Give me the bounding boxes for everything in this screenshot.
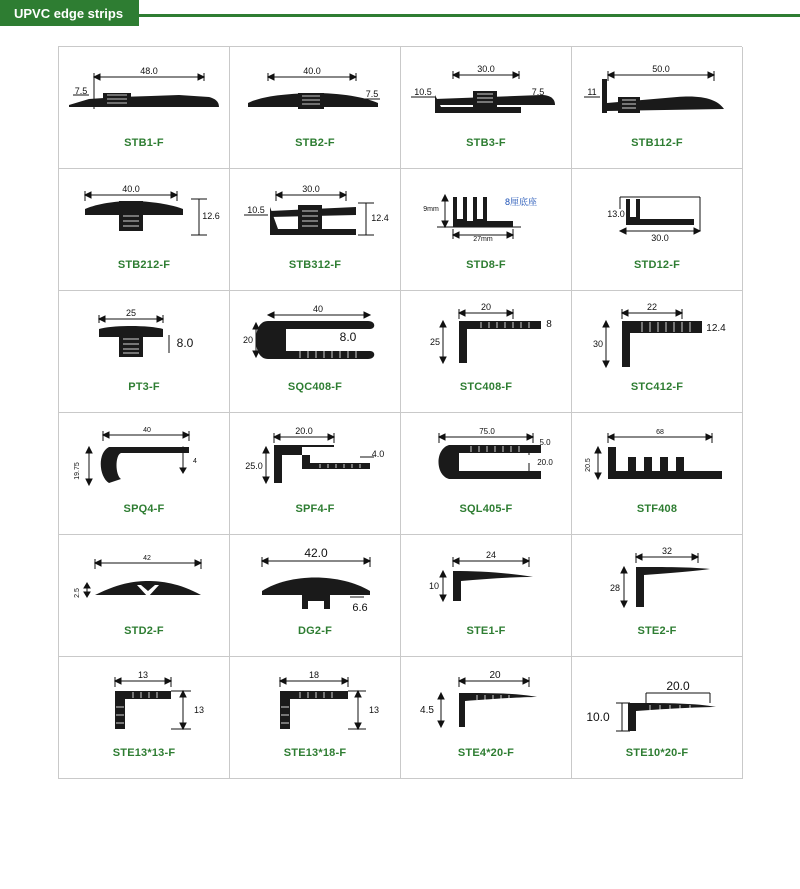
product-cell[interactable] <box>230 657 401 779</box>
svg-text:48.0: 48.0 <box>139 66 158 76</box>
svg-text:10: 10 <box>428 581 439 591</box>
profile-drawing <box>59 535 230 627</box>
svg-text:27mm: 27mm <box>472 236 493 243</box>
product-cell[interactable] <box>572 657 743 779</box>
profile-drawing <box>59 291 230 383</box>
svg-text:13: 13 <box>368 705 379 715</box>
product-cell[interactable] <box>572 291 743 413</box>
product-code: STE10*20-F <box>625 747 689 759</box>
svg-text:42.0: 42.0 <box>303 546 328 560</box>
profile-drawing <box>572 535 743 627</box>
page-header <box>0 0 800 30</box>
product-cell[interactable] <box>230 413 401 535</box>
product-cell[interactable] <box>401 535 572 657</box>
product-cell[interactable] <box>401 413 572 535</box>
svg-text:5.0: 5.0 <box>538 438 551 447</box>
svg-text:7.5: 7.5 <box>74 86 87 96</box>
product-cell[interactable] <box>230 291 401 413</box>
svg-text:40.0: 40.0 <box>121 184 140 194</box>
svg-text:40: 40 <box>142 427 151 434</box>
svg-text:4: 4 <box>192 458 197 465</box>
svg-text:40: 40 <box>312 304 323 314</box>
svg-text:13: 13 <box>137 670 148 680</box>
profile-drawing <box>572 657 743 749</box>
svg-text:24: 24 <box>485 550 496 560</box>
svg-text:8厘底座: 8厘底座 <box>504 197 537 207</box>
svg-text:19.75: 19.75 <box>73 462 81 480</box>
product-code: STE13*18-F <box>283 747 347 759</box>
product-grid <box>58 46 742 779</box>
profile-drawing <box>401 291 572 383</box>
product-cell[interactable] <box>59 535 230 657</box>
svg-text:8.0: 8.0 <box>176 336 193 350</box>
profile-drawing <box>572 291 743 383</box>
svg-text:7.5: 7.5 <box>365 89 378 99</box>
svg-text:11: 11 <box>586 87 597 97</box>
svg-text:50.0: 50.0 <box>651 64 670 74</box>
svg-text:12.4: 12.4 <box>370 213 389 223</box>
svg-text:2.5: 2.5 <box>73 588 81 598</box>
svg-text:28: 28 <box>609 583 620 593</box>
profile-drawing <box>401 47 572 139</box>
profile-drawing <box>401 169 572 261</box>
svg-text:68: 68 <box>655 429 664 436</box>
svg-text:8: 8 <box>545 319 552 330</box>
product-cell[interactable] <box>59 413 230 535</box>
product-code: STE2-F <box>637 625 677 637</box>
profile-drawing <box>59 413 230 505</box>
product-cell[interactable] <box>401 291 572 413</box>
product-code: STE4*20-F <box>457 747 515 759</box>
svg-text:6.6: 6.6 <box>351 602 368 614</box>
product-cell[interactable] <box>230 535 401 657</box>
profile-drawing <box>401 535 572 627</box>
profile-drawing <box>59 657 230 749</box>
page-title: UPVC edge strips <box>0 0 139 26</box>
product-code: STE13*13-F <box>112 747 176 759</box>
product-cell[interactable] <box>572 535 743 657</box>
product-code: STD2-F <box>124 625 164 637</box>
profile-drawing <box>59 169 230 261</box>
product-cell[interactable] <box>230 47 401 169</box>
profile-drawing <box>230 291 401 383</box>
product-code: STE1-F <box>466 625 506 637</box>
product-code: STF408 <box>636 503 678 515</box>
product-code: DG2-F <box>298 625 332 637</box>
header-divider <box>139 0 800 30</box>
product-code: PT3-F <box>128 381 160 393</box>
svg-text:32: 32 <box>661 546 672 556</box>
product-code: SQL405-F <box>459 503 513 515</box>
profile-drawing <box>401 657 572 749</box>
product-cell[interactable] <box>401 657 572 779</box>
svg-text:30: 30 <box>592 339 603 349</box>
svg-text:13: 13 <box>193 705 204 715</box>
product-code: STD12-F <box>633 259 681 271</box>
svg-text:9mm: 9mm <box>422 206 439 213</box>
svg-text:25.0: 25.0 <box>244 461 263 471</box>
product-code: STB212-F <box>117 259 171 271</box>
svg-text:10.5: 10.5 <box>413 87 432 97</box>
product-code: STB312-F <box>288 259 342 271</box>
svg-text:10.5: 10.5 <box>246 205 265 215</box>
product-cell[interactable] <box>59 657 230 779</box>
product-code: SPF4-F <box>295 503 335 515</box>
product-cell[interactable] <box>572 413 743 535</box>
svg-text:20: 20 <box>488 670 501 681</box>
svg-text:20.0: 20.0 <box>536 458 553 467</box>
svg-text:20: 20 <box>480 302 491 312</box>
svg-text:20: 20 <box>242 335 253 345</box>
product-code: STC408-F <box>459 381 513 393</box>
svg-text:75.0: 75.0 <box>478 427 495 436</box>
svg-text:13.0: 13.0 <box>606 209 625 219</box>
profile-drawing <box>230 47 401 139</box>
product-cell[interactable] <box>59 47 230 169</box>
product-code: STB3-F <box>466 137 506 149</box>
profile-drawing <box>230 657 401 749</box>
product-code: STB112-F <box>631 137 683 149</box>
profile-drawing <box>59 47 230 139</box>
svg-text:30.0: 30.0 <box>650 233 669 243</box>
svg-text:12.6: 12.6 <box>201 211 220 221</box>
profile-drawing <box>230 413 401 505</box>
product-cell[interactable] <box>401 47 572 169</box>
svg-text:20.0: 20.0 <box>294 426 313 436</box>
svg-text:42: 42 <box>142 555 151 562</box>
svg-text:25: 25 <box>125 308 136 318</box>
svg-text:7.5: 7.5 <box>531 87 544 97</box>
product-cell[interactable] <box>59 169 230 291</box>
product-code: SPQ4-F <box>123 503 165 515</box>
svg-text:18: 18 <box>308 670 319 680</box>
product-cell[interactable] <box>572 169 743 291</box>
svg-text:12.4: 12.4 <box>705 323 726 334</box>
svg-text:25: 25 <box>429 337 440 347</box>
product-cell[interactable] <box>230 169 401 291</box>
profile-drawing <box>572 47 743 139</box>
profile-drawing <box>572 169 743 261</box>
svg-text:10.0: 10.0 <box>585 710 610 724</box>
svg-text:4.0: 4.0 <box>371 449 384 459</box>
profile-drawing <box>230 535 401 627</box>
svg-text:20.5: 20.5 <box>584 458 592 472</box>
product-cell[interactable] <box>59 291 230 413</box>
profile-drawing <box>230 169 401 261</box>
svg-text:4.5: 4.5 <box>419 705 434 716</box>
product-code: STD8-F <box>466 259 506 271</box>
svg-text:8.0: 8.0 <box>339 330 356 344</box>
svg-text:20.0: 20.0 <box>665 679 690 693</box>
product-cell[interactable] <box>401 169 572 291</box>
product-code: STB2-F <box>295 137 335 149</box>
svg-text:30.0: 30.0 <box>476 64 495 74</box>
product-cell[interactable] <box>572 47 743 169</box>
svg-text:40.0: 40.0 <box>302 66 321 76</box>
svg-text:30.0: 30.0 <box>301 184 320 194</box>
profile-drawing <box>401 413 572 505</box>
product-code: SQC408-F <box>287 381 343 393</box>
svg-text:22: 22 <box>646 302 657 312</box>
product-code: STB1-F <box>124 137 164 149</box>
product-code: STC412-F <box>630 381 684 393</box>
profile-drawing <box>572 413 743 505</box>
